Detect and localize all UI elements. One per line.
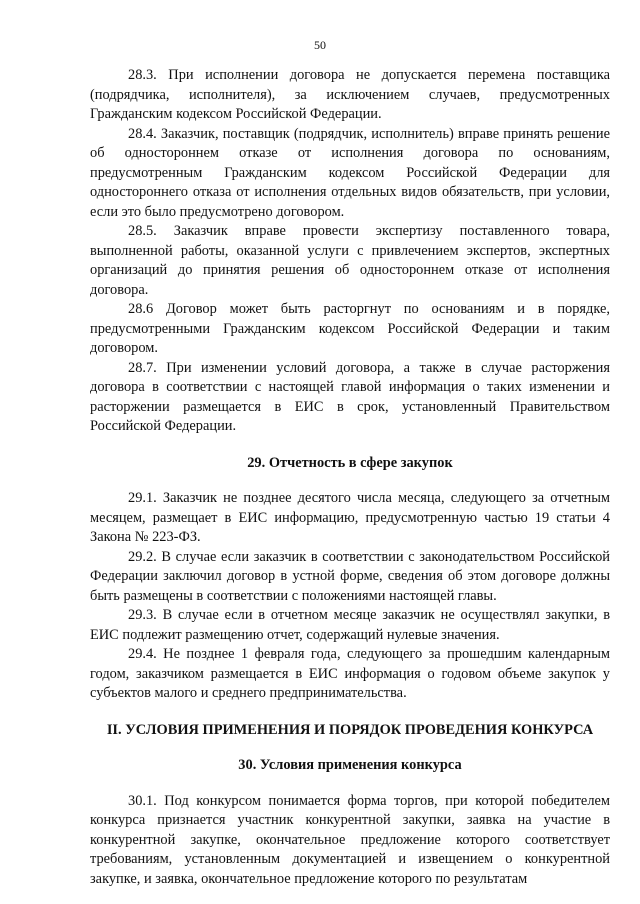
page-number: 50	[314, 38, 326, 52]
chapter-heading-ii: II. УСЛОВИЯ ПРИМЕНЕНИЯ И ПОРЯДОК ПРОВЕДЕНИЯ КОНКУРСА	[106, 721, 594, 738]
paragraph-29-1: 29.1. Заказчик не позднее десятого числа месяца, следующего за отчетным месяцем, размещает в ЕИС информацию, предусмотренную частью 19 статьи 4 Закона № 223-ФЗ.	[90, 490, 610, 545]
paragraph-30-1: 30.1. Под конкурсом понимается форма торгов, при которой победителем конкурса признается участник конкурентной закупки, заявка на участие в конкурентной закупке, окончательное предложение которого соответствует требованиям, установленным документацией и извещением о конкурентной закупке, и заявка, окончательное предложение которого по результатам	[90, 792, 610, 887]
paragraph-29-2: 29.2. В случае если заказчик в соответствии с законодательством Российской Федерации заключил договор в устной форме, сведения об этом договоре должны быть размещены в соответствии с положениями настоящей главы.	[90, 548, 610, 604]
paragraph-28-5: 28.5. Заказчик вправе провести экспертизу поставленного товара, выполненной работы, оказанной услуги с привлечением экспертов, экспертных организаций до принятия решения об одностороннем отказе от исполнения договора.	[90, 223, 610, 298]
paragraph-28-6: 28.6 Договор может быть расторгнут по основаниям и в порядке, предусмотренными Гражданским кодексом Российской Федерации и таким договором.	[90, 301, 610, 356]
paragraph-28-3: 28.3. При исполнении договора не допускается перемена поставщика (подрядчика, исполнителя), за исключением случаев, предусмотренных Гражданским кодексом Российской Федерации.	[90, 67, 610, 122]
page-content	[90, 66, 610, 889]
paragraph-29-3: 29.3. В случае если в отчетном месяце заказчик не осуществлял закупки, в ЕИС подлежит размещению отчет, содержащий нулевые значения.	[90, 607, 610, 643]
paragraph-29-4: 29.4. Не позднее 1 февраля года, следующего за прошедшим календарным годом, заказчиком размещается в ЕИС информация о годовом объеме закупок у субъектов малого и среднего предпринимательства.	[90, 646, 610, 701]
paragraph-28-4: 28.4. Заказчик, поставщик (подрядчик, исполнитель) вправе принять решение об одностороннем отказе от исполнения договора по основаниям, предусмотренным Гражданским кодексом Российской Федерации для одностороннего отказа от исполнения отдельных видов обязательств, при условии, если это было предусмотрено договором.	[90, 125, 610, 220]
section-heading-30: 30. Условия применения конкурса	[238, 757, 462, 773]
section-heading-29: 29. Отчетность в сфере закупок	[247, 454, 453, 471]
paragraph-28-7: 28.7. При изменении условий договора, а также в случае расторжения договора в соответствии с настоящей главой информация о таких изменении и расторжении размещается в ЕИС в срок, установленный Правительством Российской Федерации.	[90, 359, 610, 434]
